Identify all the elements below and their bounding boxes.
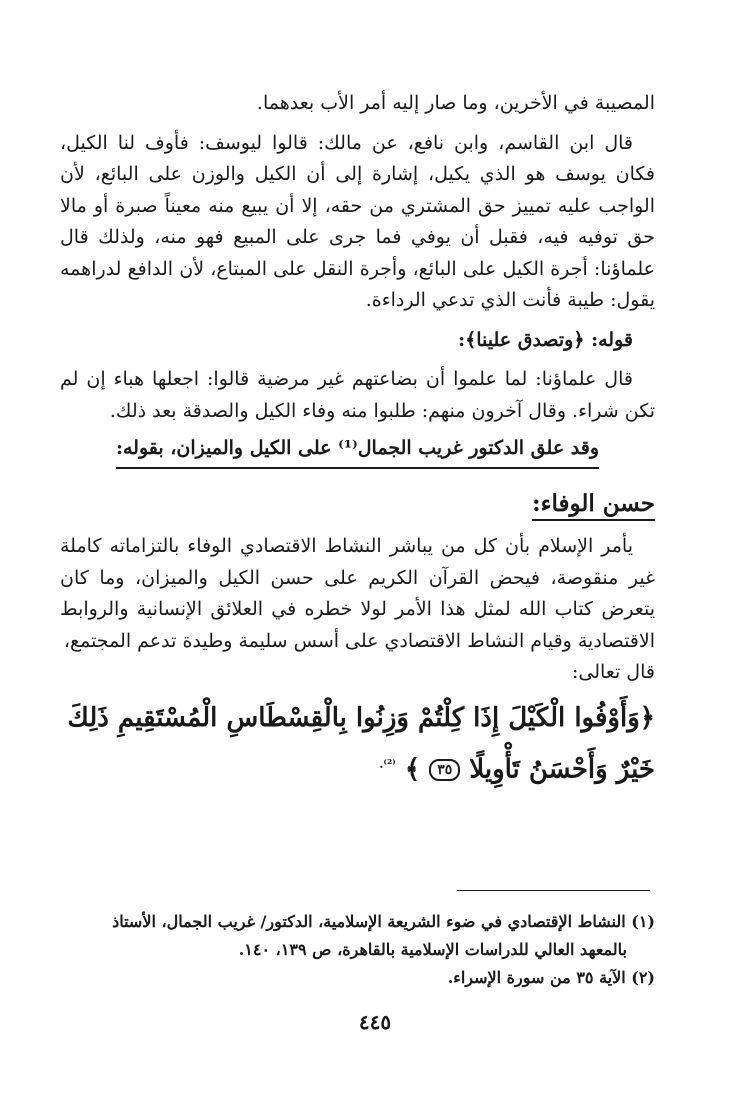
subheading-wrapper [60,433,655,469]
opening-paragraph: المصيبة في الأخرين، وما صار إليه أمر الأب بعدهما. [256,92,655,114]
footnotes [60,908,655,992]
verse-number-ornament: ٣٥ [429,759,460,781]
footnote-2: (٢) الآية ٣٥ من سورة الإسراء. [447,968,655,987]
paragraph-verse-intro: قال تعالى: [572,661,655,683]
verse-close-bracket: ﴾ [404,754,421,785]
footnote-1-line-1: (١) النشاط الإقتصادي في ضوء الشريعة الإسلامية، الدكتور/ غريب الجمال، الأستاذ [112,912,655,931]
quran-verse [60,695,655,793]
section-title-text: حسن الوفاء: [532,490,655,521]
paragraph-scholars: قال علماؤنا: لما علموا أن بضاعتهم غير مرضية قالوا: اجعلها هباء إن لم تكن شراء. وقال آخرون منهم: طلبوا منه وفاء الكيل والصدقة بعد ذلك. [60,368,655,422]
paragraph-islam-commands: يأمر الإسلام بأن كل من يباشر النشاط الاقتصادي الوفاء بالتزاماته كاملة غير منقوصة، فيحض القرآن الكريم على حسن الكيل والميزان، وما كان يتعرض كتاب الله لمثل هذا الأمر لولا خطره في العلائق الإنسانية والروابط الاقتصادية وقيام النشاط الاقتصادي على أسس سليمة وطيدة تدعم المجتمع، [60,535,656,652]
verse-text: ﴿وَأَوْفُوا الْكَيْلَ إِذَا كِلْتُمْ وَزِنُوا بِالْقِسْطَاسِ الْمُسْتَقِيمِ ذَلِكَ خَيْرٌ وَأَحْسَنُ تَأْوِيلًا [67,702,655,785]
quote-heading: قوله: ﴿وتصدق علينا﴾: [458,328,633,351]
footnote-1-line-2: بالمعهد العالي للدراسات الإسلامية بالقاهرة، ص ١٣٩، ١٤٠. [238,940,627,959]
section-title [60,487,655,521]
footnote-divider [457,890,650,891]
page-body [60,88,655,792]
paragraph-ibn-al-qasim: قال ابن القاسم، وابن نافع، عن مالك: قالوا ليوسف: فأوف لنا الكيل، فكان يوسف هو الذي يكيل، إشارة إلى أن الكيل والوزن على البائع، لأن الواجب عليه تمييز حق المشتري من حقه، إلا أن يبيع منه معيناً صبرة أو مالا حق توفيه فيه، فقبل أن يوفي فما جرى على المبيع فهو منه، ولذلك قال علماؤنا: أجرة الكيل على البائع، وأجرة النقل على المبتاع، لأن الدافع لدراهمه يقول: طيبة فأنت الذي تدعي الرداءة. [60,131,655,311]
verse-footnote-ref: ⁽²⁾. [379,756,396,771]
page-number: ٤٤٥ [358,1010,392,1034]
subheading: وقد علق الدكتور غريب الجمال⁽¹⁾ على الكيل والميزان، بقوله: [116,433,599,469]
